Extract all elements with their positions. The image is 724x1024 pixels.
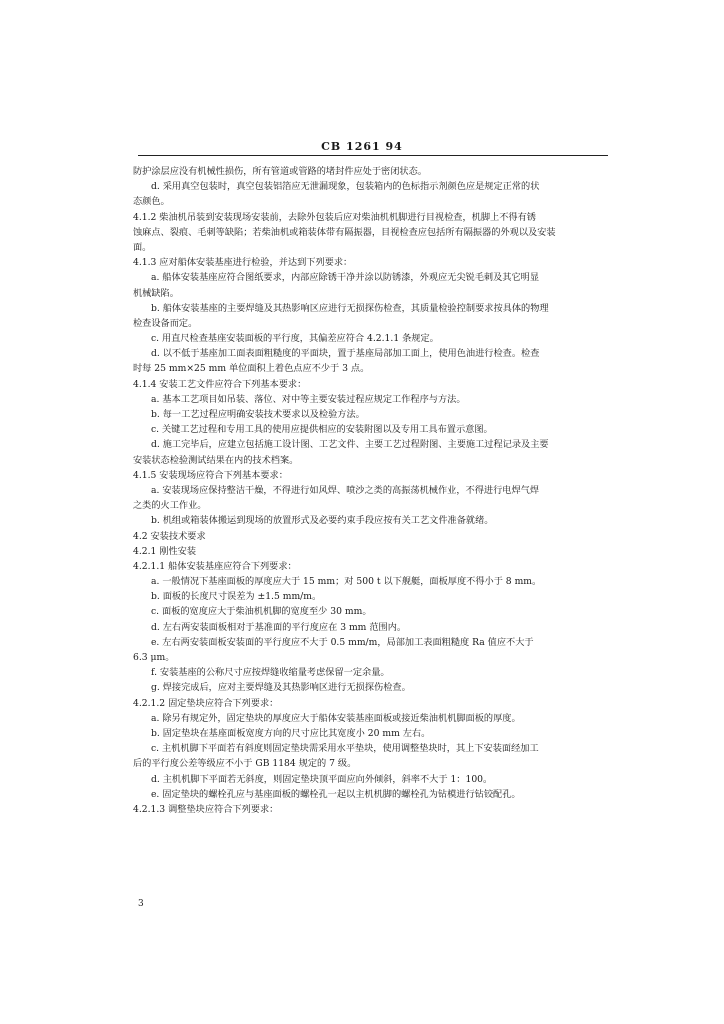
text-line: d. 左右两安装面板相对于基准面的平行度应在 3 mm 范围内。 (151, 621, 407, 633)
text-line: b. 船体安装基座的主要焊缝及其热影响区应进行无损探伤检查，其质量检验控制要求按具体的物理 (151, 302, 549, 314)
text-line: d. 主机机脚下平面若无斜度，则固定垫块顶平面应向外倾斜，斜率不大于 1：100。 (151, 773, 493, 785)
text-line: 4.1.2 柴油机吊装到安装现场安装前，去除外包装后应对柴油机机脚进行目视检查，机脚上不得有锈 (133, 211, 536, 223)
text-line: a. 基本工艺项目如吊装、落位、对中等主要安装过程应规定工作程序与方法。 (151, 393, 466, 405)
text-line: e. 左右两安装面板安装面的平行度应不大于 0.5 mm/m，局部加工表面粗糙度 Ra 值应不大于 (151, 636, 534, 648)
text-line: g. 焊接完成后，应对主要焊缝及其热影响区进行无损探伤检查。 (151, 682, 411, 694)
text-line: 4.2.1.1 船体安装基座应符合下列要求： (133, 560, 297, 572)
text-line: a. 安装现场应保持整洁干燥，不得进行如风焊、喷沙之类的高振荡机械作业，不得进行电焊气焊 (151, 484, 540, 496)
text-line: b. 固定垫块在基座面板宽度方向的尺寸应比其宽度小 20 mm 左右。 (151, 727, 431, 739)
text-line: 蚀麻点、裂痕、毛刺等缺陷；若柴油机或箱装体带有隔振器，目视检查应包括所有隔振器的外观以及安装 (133, 226, 556, 238)
text-line: b. 面板的长度尺寸误差为 ±1.5 mm/m。 (151, 591, 322, 603)
text-line: c. 面板的宽度应大于柴油机机脚的宽度至少 30 mm。 (151, 606, 372, 618)
text-line: 时每 25 mm×25 mm 单位面积上着色点应不少于 3 点。 (133, 363, 370, 375)
text-line: 面。 (133, 241, 152, 253)
document-body (133, 164, 611, 817)
header-rule (138, 155, 608, 156)
text-line: d. 施工完毕后，应建立包括施工设计图、工艺文件、主要工艺过程附图、主要施工过程记录及主要 (151, 439, 549, 451)
text-line: b. 每一工艺过程应明确安装技术要求以及检验方法。 (151, 409, 365, 420)
text-line: e. 固定垫块的螺栓孔应与基座面板的螺栓孔一起以主机机脚的螺栓孔为钻模进行钻铰配孔。 (151, 788, 521, 800)
text-line: 4.1.4 安装工艺文件应符合下列基本要求： (133, 378, 307, 390)
text-line: 4.2.1.2 固定垫块应符合下列要求： (133, 697, 279, 709)
text-line: d. 以不低于基座加工面表面粗糙度的平面块，置于基座局部加工面上，使用色油进行检查。检查 (151, 348, 540, 360)
text-line: c. 用直尺检查基座安装面板的平行度，其偏差应符合 4.2.1.1 条规定。 (151, 333, 439, 345)
text-line: 后的平行度公差等级应不小于 GB 1184 规定的 7 级。 (133, 758, 357, 770)
text-line: 4.2 安装技术要求 (133, 530, 206, 542)
text-line: 4.2.1 刚性安装 (133, 545, 197, 557)
text-line: c. 关键工艺过程和专用工具的使用应提供相应的安装附图以及专用工具布置示意图。 (151, 424, 493, 436)
text-line: a. 船体安装基座应符合图纸要求，内部应除锈干净并涂以防锈漆，外观应无尖锐毛刺及其它明显 (151, 272, 540, 284)
text-line: 检查设备而定。 (133, 317, 198, 329)
text-line: 安装状态检验测试结果在内的技术档案。 (133, 454, 299, 466)
text-line: a. 除另有规定外，固定垫块的厚度应大于船体安装基座面板或接近柴油机机脚面板的厚度。 (151, 712, 521, 724)
document-header: CB 1261 94 (321, 140, 403, 153)
text-line: 4.1.3 应对船体安装基座进行检验，并达到下列要求： (133, 257, 353, 269)
text-line: c. 主机机脚下平面若有斜度则固定垫块需采用水平垫块，使用调整垫块时，其上下安装面经加工 (151, 743, 539, 755)
text-line: 防护涂层应没有机械性损伤，所有管道或管路的堵封件应处于密闭状态。 (133, 166, 427, 177)
text-line: 6.3 μm。 (133, 652, 175, 663)
text-line: 之类的火工作业。 (133, 500, 207, 512)
text-line: 机械缺陷。 (133, 287, 179, 299)
text-line: d. 采用真空包装时，真空包装铝箔应无泄漏现象，包装箱内的色标指示剂颜色应是规定正常的状 (151, 181, 540, 193)
page-number: 3 (138, 899, 144, 909)
text-line: b. 机组或箱装体搬运到现场的放置形式及必要约束手段应按有关工艺文件准备就绪。 (151, 515, 494, 527)
text-line: 4.2.1.3 调整垫块应符合下列要求： (133, 803, 279, 815)
text-line: 态颜色。 (133, 196, 170, 208)
text-line: 4.1.5 安装现场应符合下列基本要求： (133, 469, 288, 481)
text-line: a. 一般情况下基座面板的厚度应大于 15 mm；对 500 t 以下舰艇，面板厚度不得小于 8 mm。 (151, 576, 542, 588)
text-line: f. 安装基座的公称尺寸应按焊缝收缩量考虑保留一定余量。 (151, 667, 390, 679)
